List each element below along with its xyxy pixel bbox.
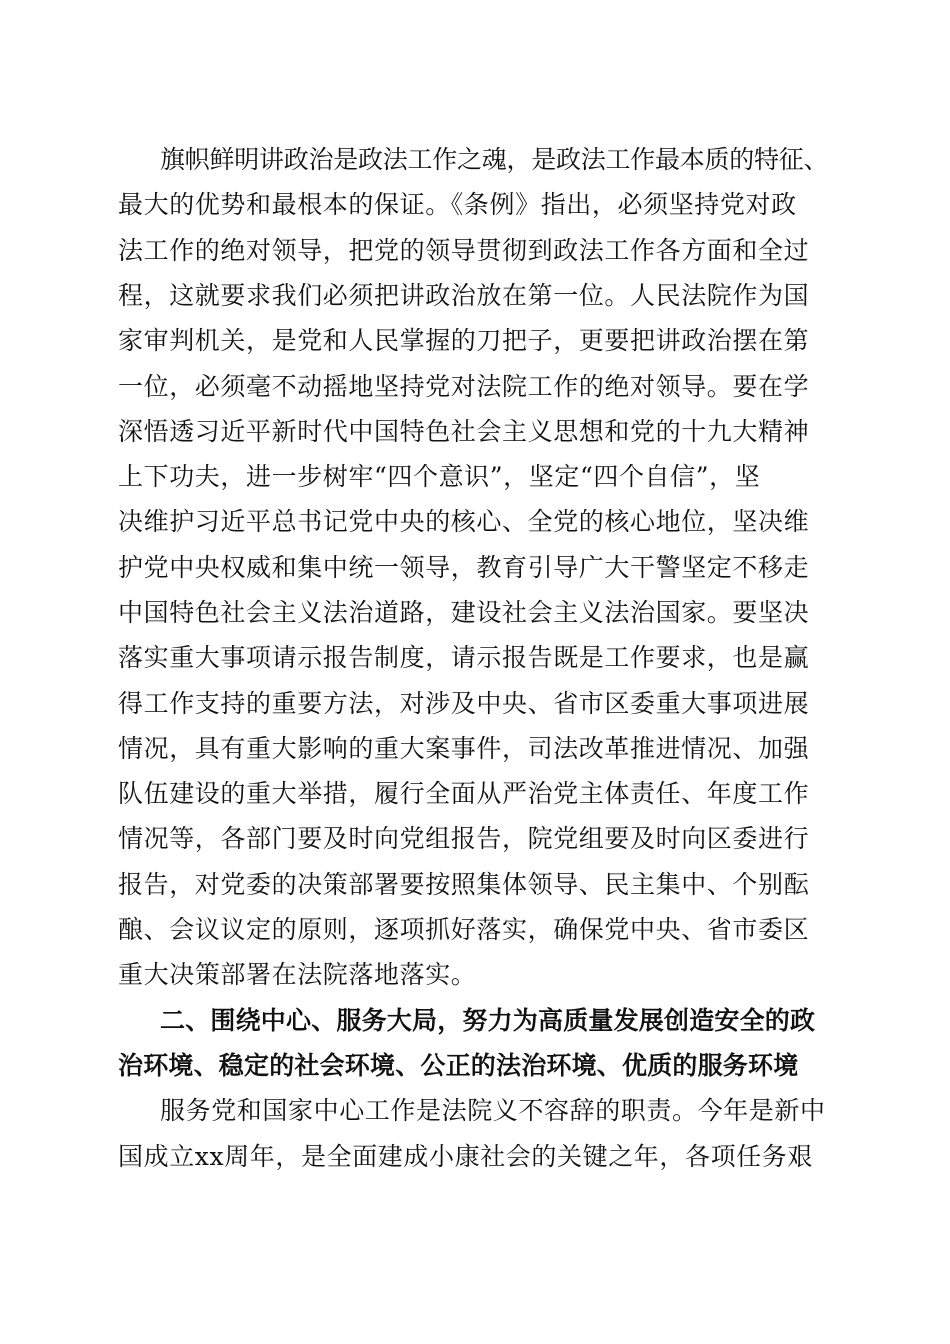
paragraph-line: 最大的优势和最根本的保证。《条例》指出，必须坚持党对政 xyxy=(118,190,797,219)
paragraph-line: 程，这就要求我们必须把讲政治放在第一位。人民法院作为国 xyxy=(118,281,810,310)
paragraph-line: 得工作支持的重要方法，对涉及中央、省市区委重大事项进展 xyxy=(118,689,810,718)
paragraph-line: 家审判机关，是党和人民掌握的刀把子，更要把讲政治摆在第 xyxy=(118,326,810,355)
paragraph-line: 决维护习近平总书记党中央的核心、全党的核心地位，坚决维 xyxy=(118,507,810,536)
paragraph-line: 中国特色社会主义法治道路，建设社会主义法治国家。要坚决 xyxy=(118,598,810,627)
paragraph-line: 上下功夫，进一步树牢“四个意识”，坚定“四个自信”，坚 xyxy=(118,462,761,491)
paragraph-line: 酿、会议议定的原则，逐项抓好落实，确保党中央、省市委区 xyxy=(118,915,810,944)
paragraph-line: 一位，必须毫不动摇地坚持党对法院工作的绝对领导。要在学 xyxy=(118,372,810,401)
paragraph-line: 情况等，各部门要及时向党组报告，院党组要及时向区委进行 xyxy=(118,824,810,853)
paragraph-line: 深悟透习近平新时代中国特色社会主义思想和党的十九大精神 xyxy=(118,417,810,446)
paragraph-line: 队伍建设的重大举措，履行全面从严治党主体责任、年度工作 xyxy=(118,779,810,808)
paragraph-line: 护党中央权威和集中统一领导，教育引导广大干警坚定不移走 xyxy=(118,553,810,582)
paragraph-line: 法工作的绝对领导，把党的领导贯彻到政法工作各方面和全过 xyxy=(118,236,810,265)
paragraph-line: 报告，对党委的决策部署要按照集体领导、民主集中、个别酝 xyxy=(118,870,810,899)
section-heading: 治环境、稳定的社会环境、公正的法治环境、优质的服务环境 xyxy=(118,1051,799,1080)
paragraph-line: 国成立xx周年，是全面建成小康社会的关键之年，各项任务艰 xyxy=(118,1142,814,1171)
paragraph-line: 落实重大事项请示报告制度，请示报告既是工作要求，也是赢 xyxy=(118,643,810,672)
paragraph-line: 重大决策部署在法院落地落实。 xyxy=(118,960,477,989)
section-heading: 二、围绕中心、服务大局，努力为高质量发展创造安全的政 xyxy=(160,1006,816,1035)
paragraph-line: 旗帜鲜明讲政治是政法工作之魂，是政法工作最本质的特征、 xyxy=(160,145,829,174)
paragraph-line: 情况，具有重大影响的重大案事件，司法改革推进情况、加强 xyxy=(118,734,810,763)
paragraph-line: 服务党和国家中心工作是法院义不容辞的职责。今年是新中 xyxy=(160,1096,826,1125)
